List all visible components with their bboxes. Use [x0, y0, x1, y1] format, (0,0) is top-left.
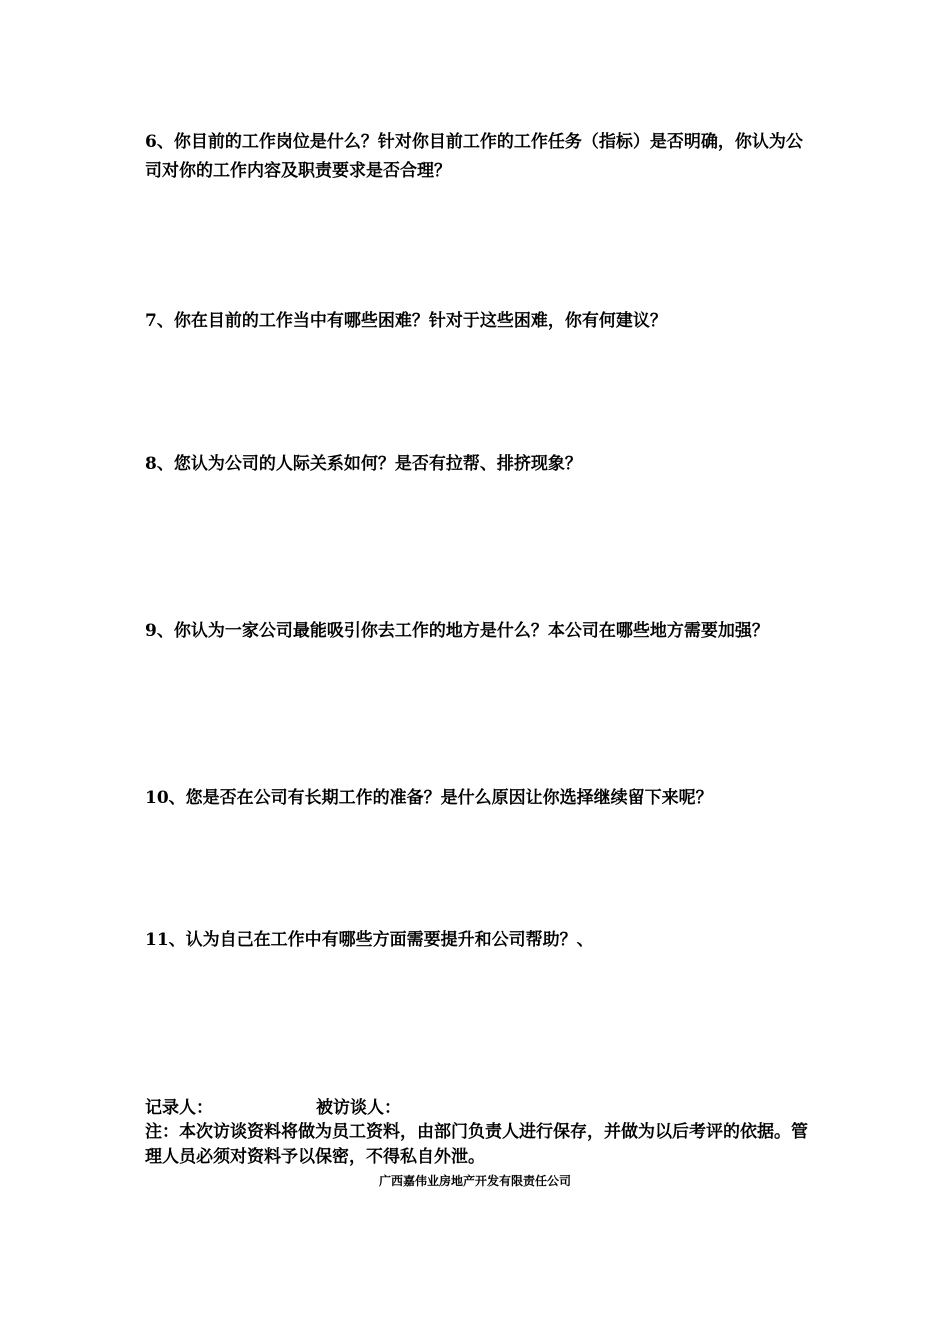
- signature-line: [145, 1096, 401, 1120]
- question-6: 6、你目前的工作岗位是什么？针对你目前工作的工作任务（指标）是否明确，你认为公司对你的工作内容及职责要求是否合理？: [145, 132, 803, 181]
- question-8: 8、您认为公司的人际关系如何？是否有拉帮、排挤现象？: [145, 454, 582, 474]
- recorder-label: 记录人：: [145, 1098, 213, 1118]
- interviewee-label: 被访谈人：: [316, 1098, 401, 1118]
- company-name: 广西嘉伟业房地产开发有限责任公司: [378, 1174, 571, 1188]
- confidentiality-note: 注：本次访谈资料将做为员工资料，由部门负责人进行保存，并做为以后考评的依据。管理人员必须对资料予以保密，不得私自外泄。: [145, 1122, 808, 1167]
- question-10: 10、您是否在公司有长期工作的准备？是什么原因让你选择继续留下来呢？: [145, 788, 713, 808]
- question-9: 9、你认为一家公司最能吸引你去工作的地方是什么？本公司在哪些地方需要加强？: [145, 621, 769, 641]
- question-11: 11、认为自己在工作中有哪些方面需要提升和公司帮助？、: [145, 930, 594, 950]
- question-7: 7、你在目前的工作当中有哪些困难？针对于这些困难，你有何建议？: [145, 311, 667, 331]
